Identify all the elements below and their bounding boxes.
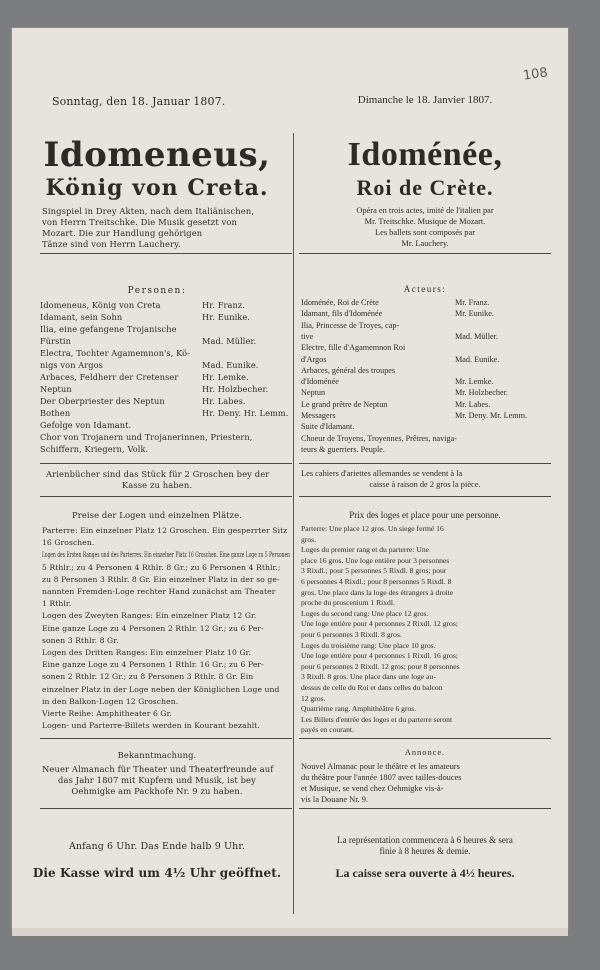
divider-rule — [299, 253, 551, 254]
divider-rule — [40, 496, 292, 497]
notice-line: vis la Douane Nr. 9. — [301, 795, 368, 804]
booklet-line: caisse à raison de 2 gros la pièce. — [369, 480, 481, 489]
acteurs-header: Acteurs: — [403, 284, 447, 294]
price-line: sonen 3 Rthlr. 8 Gr. — [42, 635, 119, 645]
box-office-fr: La caisse sera ouverte à 4½ heures. — [335, 866, 515, 880]
price-line: 12 gros. — [301, 693, 326, 703]
role-name: nigs von Argos — [40, 360, 103, 370]
intro-line: Mr. Lauchery. — [401, 239, 449, 248]
role-name: Idamant, fils d'Idoménée — [301, 309, 383, 319]
price-line: zu 8 Personen 3 Rthlr. 8 Gr. Ein einzelner Platz in der so ge- — [42, 574, 280, 584]
price-line: 3 Rixdl. 8 gros. Une place dans une loge au- — [301, 672, 436, 682]
archive-number: 108 — [522, 65, 549, 84]
intro-line: Les ballets sont composés par — [374, 228, 475, 237]
actor-name: Hr. Franz. — [202, 300, 246, 310]
price-line: place 16 gros. Une loge entière pour 3 personnes — [301, 555, 450, 565]
role-name: Fürstin — [40, 336, 71, 346]
prices-header-fr: Prix des loges et place pour une personne. — [349, 510, 501, 520]
actor-name: Hr. Labes. — [202, 396, 246, 406]
intro-line: Mozart. Die zur Handlung gehörigen — [42, 228, 203, 238]
booklet-line: Les cahiers d'ariettes allemandes se vendent à la — [301, 469, 463, 478]
intro-line: Tänze sind von Herrn Lauchery. — [42, 239, 181, 249]
actor-name: Mr. Franz. — [455, 298, 490, 307]
intro-line: von Herrn Treitschke. Die Musik gesetzt von — [42, 217, 238, 227]
intro-line: Opéra en trois actes, imité de l'italien par — [356, 206, 494, 215]
actor-name: Mad. Eunike. — [455, 354, 500, 364]
role-name: Electra, Tochter Agamemnon's, Kö- — [40, 348, 191, 358]
role-name: Bothen — [40, 408, 71, 418]
notice-line: Nouvel Almanac pour le théâtre et les amateurs — [301, 762, 460, 771]
price-line: pour 6 personnes 3 Rixdl. 8 gros. — [301, 630, 402, 639]
divider-rule — [40, 738, 292, 739]
price-line: Loges du premier rang et du parterre: Une — [301, 545, 429, 555]
role-name: d'Idoménée — [301, 377, 339, 387]
role-name: Arbaces, Feldherr der Cretenser — [40, 372, 179, 382]
actor-name: Mr. Holzbecher. — [455, 388, 508, 398]
actor-name: Mr. Labes. — [455, 399, 491, 409]
role-name: Neptun — [301, 388, 326, 398]
box-office-de: Die Kasse wird um 4½ Uhr geöffnet. — [32, 866, 282, 880]
title-de: Idomeneus, — [43, 135, 271, 175]
role-name: Messagers — [301, 411, 336, 420]
price-line: nannten Fremden-Loge rechter Hand zunächst am Theater — [42, 587, 276, 596]
divider-rule — [299, 496, 551, 497]
price-line: pour 6 personnes 2 Rixdl. 12 gros; pour 8 personnes — [301, 661, 460, 671]
role-name: Ilia, Princesse de Troyes, cap- — [301, 320, 400, 330]
role-name: Neptun — [40, 384, 72, 394]
divider-rule — [299, 463, 551, 464]
role-name: Idomeneus, König von Creta — [40, 300, 161, 310]
notice-header-de: Bekanntmachung. — [117, 750, 197, 760]
date-de: Sonntag, den 18. Januar 1807. — [52, 95, 226, 108]
role-name: Choeur de Troyens, Troyennes, Prêtres, naviga- — [301, 433, 458, 443]
role-name: Der Oberpriester des Neptun — [40, 396, 165, 406]
role-name: Schiffern, Kriegern, Volk. — [40, 444, 149, 454]
price-line: 5 Rthlr.; zu 4 Personen 4 Rthlr. 8 Gr.; zu 6 Personen 4 Rthlr.; — [42, 562, 281, 572]
actor-name: Hr. Lemke. — [202, 372, 249, 382]
role-name: Gefolge von Idamant. — [40, 420, 132, 430]
title-fr: Idoménée, — [347, 136, 503, 173]
notice-line: du théâtre pour l'année 1807 avec tailles-douces — [301, 773, 462, 782]
actor-name: Mad. Eunike. — [202, 360, 259, 370]
price-line: Parterre: Une place 12 gros. Un siege fermé 16 — [301, 524, 444, 533]
price-line: dessus de celle du Roi et dans celles du balcon — [301, 683, 443, 692]
price-line: sonen 2 Rthlr. 12 Gr.; zu 8 Personen 3 Rthlr. 8 Gr. Ein — [42, 672, 254, 682]
times-de: Anfang 6 Uhr. Das Ende halb 9 Uhr. — [68, 841, 246, 852]
notice-line: et Musique, se vend chez Oehmigke vis-à- — [301, 784, 444, 793]
price-line: Logen- und Parterre-Billets werden in Kourant bezahlt. — [42, 721, 260, 731]
price-line: Les Billets d'entrée des loges et du parterre seront — [301, 714, 453, 724]
divider-rule — [299, 738, 551, 739]
column-divider — [293, 133, 294, 914]
price-line: Loges du second rang: Une place 12 gros. — [301, 608, 429, 618]
notice-line: Oehmigke am Packhofe Nr. 9 zu haben. — [71, 786, 243, 796]
times-fr-line: finie à 8 heures & demie. — [379, 846, 471, 856]
role-name: Chor von Trojanern und Trojanerinnen, Priestern, — [40, 432, 253, 442]
playbill-sheet — [12, 28, 568, 928]
actor-name: Mad. Müller. — [455, 331, 498, 341]
divider-rule — [40, 808, 292, 809]
notice-line: das Jahr 1807 mit Kupfern und Musik, ist bey — [58, 775, 256, 785]
role-name: d'Argos — [301, 354, 327, 364]
price-line: Quatrième rang. Amphithéâtre 6 gros. — [301, 704, 417, 714]
booklet-line: Kasse zu haben. — [121, 480, 193, 490]
price-line: 1 Rthlr. — [42, 599, 72, 609]
price-line: Parterre: Ein einzelner Platz 12 Groschen. Ein gesperrter Sitz — [42, 526, 288, 535]
intro-line: Singspiel in Drey Akten, nach dem Italiänischen, — [42, 206, 255, 216]
price-line: einzelner Platz in der Loge neben der Königlichen Loge und — [42, 684, 280, 694]
notice-header-fr: Annonce. — [404, 748, 446, 757]
price-line: Loges du troisième rang: Une place 10 gros. — [301, 640, 436, 650]
price-line: in den Balkon-Logen 12 Groschen. — [42, 696, 179, 706]
role-name: Idamant, sein Sohn — [40, 312, 123, 322]
times-fr-line: La représentation commencera à 6 heures & sera — [337, 835, 513, 845]
notice-line: Neuer Almanach für Theater und Theaterfreunde auf — [42, 764, 274, 774]
price-line: Une loge entière pour 4 personnes 1 Rixdl. 16 gros; — [301, 651, 458, 661]
role-name: Idoménée, Roi de Crète — [301, 298, 379, 307]
actor-name: Mr. Deny. Mr. Lemm. — [455, 411, 528, 420]
role-name: tive — [301, 331, 314, 341]
subtitle-de: König von Creta. — [45, 175, 269, 201]
role-name: Suite d'Idamant. — [301, 422, 355, 432]
price-line: Logen des Dritten Ranges: Ein einzelner Platz 10 Gr. — [42, 648, 252, 657]
price-line: Vierte Reihe: Amphitheater 6 Gr. — [42, 709, 172, 718]
booklet-line: Arienbücher sind das Stück für 2 Groschen bey der — [46, 469, 270, 479]
price-line: Une loge entière pour 4 personnes 2 Rixdl. 12 gros; — [301, 619, 458, 629]
price-line: Logen des Ersten Ranges und des Parterres: Ein einzelner Platz 16 Groschen. Eine ganze Loge zu 5 Personen — [42, 550, 290, 560]
actor-name: Hr. Deny. Hr. Lemm. — [202, 408, 289, 418]
intro-line: Mr. Treitschke. Musique de Mozart. — [364, 217, 486, 226]
price-line: Eine ganze Loge zu 4 Personen 2 Rthlr. 12 Gr.; zu 6 Per- — [42, 623, 264, 633]
price-line: gros. — [301, 534, 316, 544]
divider-rule — [40, 253, 292, 254]
price-line: Eine ganze Loge zu 4 Personen 1 Rthlr. 16 Gr.; zu 6 Per- — [42, 660, 264, 670]
subtitle-fr: Roi de Crète. — [356, 175, 494, 200]
divider-rule — [40, 463, 292, 464]
personen-header: Personen: — [127, 286, 187, 296]
price-line: 6 personnes 4 Rixdl.; pour 8 personnes 5 Rixdl. 8 — [301, 577, 452, 586]
price-line: proche du proscenium 1 Rixdl. — [301, 598, 395, 608]
price-line: gros. Une place dans la loge des étrangers à droite — [301, 587, 454, 597]
actor-name: Mad. Müller. — [202, 336, 257, 346]
price-line: payés en courant. — [301, 725, 354, 735]
price-line: 16 Groschen. — [42, 538, 95, 548]
price-line: Logen des Zweyten Ranges: Ein einzelner Platz 12 Gr. — [42, 611, 257, 621]
role-name: teurs & guerriers. Peuple. — [301, 444, 385, 454]
divider-rule — [299, 808, 551, 809]
actor-name: Mr. Eunike. — [455, 309, 494, 319]
actor-name: Hr. Holzbecher. — [202, 384, 269, 394]
actor-name: Hr. Eunike. — [202, 312, 251, 322]
actor-name: Mr. Lemke. — [455, 377, 494, 387]
role-name: Electre, fille d'Agamemnon Roi — [301, 343, 406, 353]
prices-header-de: Preise der Logen und einzelnen Plätze. — [72, 510, 242, 520]
price-line: 3 Rixdl.; pour 5 personnes 5 Rixdl. 8 gros; pour — [301, 566, 447, 576]
role-name: Arbaces, général des troupes — [301, 365, 396, 375]
role-name: Ilia, eine gefangene Trojanische — [40, 324, 177, 334]
role-name: Le grand prêtre de Neptun — [301, 399, 388, 409]
date-fr: Dimanche le 18. Janvier 1807. — [357, 94, 493, 106]
